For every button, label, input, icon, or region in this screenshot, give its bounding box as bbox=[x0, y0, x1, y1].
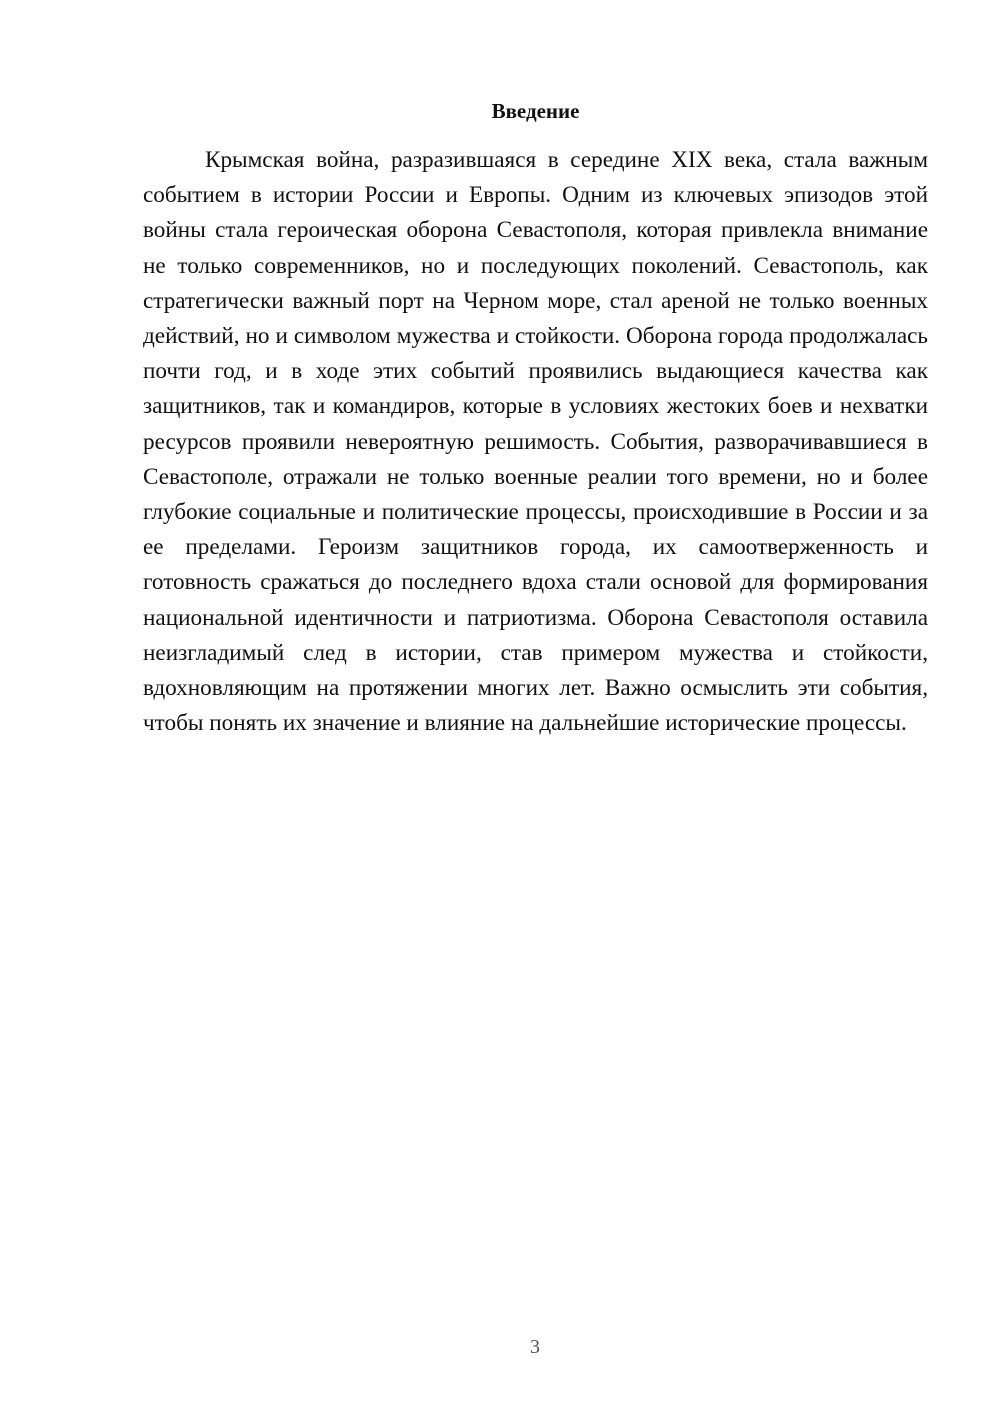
section-heading: Введение bbox=[491, 99, 580, 123]
body-paragraph: Крымская война, разразившаяся в середине XIX века, стала важным событием в истории России и Европы. Одним из ключевых эпизодов этой войны стала героическая оборона Севастополя, которая привлекла внимание не только современников, но и последующих поколений. Севастополь, как стратегически важный порт на Черном море, стал ареной не только военных действий, но и символом мужества и стойкости. Оборона города продолжалась почти год, и в ходе этих событий проявились выдающиеся качества как защитников, так и командиров, которые в условиях жестоких боев и нехватки ресурсов проявили невероятную решимость. События, разворачивавшиеся в Севастополе, отражали не только военные реалии того времени, но и более глубокие социальные и политические процессы, происходившие в России и за ее пределами. Героизм защитников города, их самоотверженность и готовность сражаться до последнего вдоха стали основой для формирования национальной идентичности и патриотизма. Оборона Севастополя оставила неизгладимый след в истории, став примером мужества и стойкости, вдохновляющим на протяжении многих лет. Важно осмыслить эти события, чтобы понять их значение и влияние на дальнейшие исторические процессы. bbox=[143, 147, 928, 737]
page-number: 3 bbox=[530, 1336, 540, 1358]
